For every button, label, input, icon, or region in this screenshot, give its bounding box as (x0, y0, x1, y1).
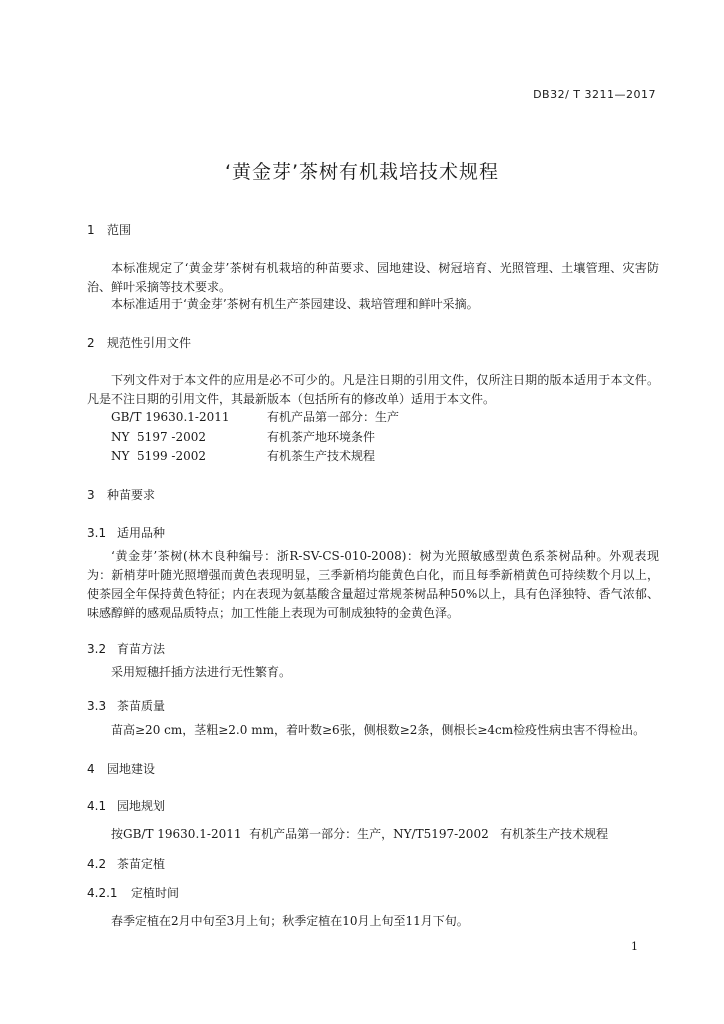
section-number: 3.2 (87, 642, 107, 656)
section-title: 定植时间 (131, 886, 180, 900)
section-title: 园地建设 (107, 762, 156, 776)
section-number: 4.2.1 (87, 886, 118, 900)
document-title: ‘黄金芽’茶树有机栽培技术规程 (224, 161, 500, 183)
section-title: 茶苗定植 (117, 857, 166, 871)
subsection-4-1-heading (87, 797, 165, 814)
section-number: 4.1 (87, 799, 107, 813)
reference-code: GB/T 19630.1-2011 (111, 410, 230, 424)
subsection-3-2-heading (87, 640, 165, 657)
reference-code: NY 5197 -2002 (111, 430, 206, 444)
reference-code: NY 5199 -2002 (111, 449, 206, 463)
section-2-heading (87, 334, 191, 351)
section-1-heading (87, 221, 131, 238)
section-number: 4 (87, 762, 95, 776)
section-title: 茶苗质量 (117, 699, 166, 713)
section-number: 3.3 (87, 699, 107, 713)
document-number: DB32/ T 3211—2017 (533, 88, 656, 101)
reference-name: 有机茶产地环境条件 (267, 430, 376, 444)
section-2-paragraph-1: 下列文件对于本文件的应用是必不可少的。凡是注日期的引用文件，仅所注日期的版本适用于本文件。凡是不注日期的引用文件，其最新版本（包括所有的修改单）适用于本文件。 (87, 373, 659, 406)
reference-item (111, 428, 375, 445)
subsection-4-2-heading (87, 855, 165, 872)
section-1-paragraph-2: 本标准适用于‘黄金芽’茶树有机生产茶园建设、栽培管理和鲜叶采摘。 (111, 297, 479, 311)
subsection-4-2-1-heading (87, 884, 179, 901)
section-number: 3.1 (87, 526, 107, 540)
section-title: 种苗要求 (107, 488, 156, 502)
subsection-3-1-paragraph: ‘黄金芽’茶树(林木良种编号：浙R-SV-CS-010-2008)：树为光照敏感型黄色系茶树品种。外观表现为：新梢芽叶随光照增强而黄色表现明显，三季新梢均能黄色白化，而且每季新梢黄色可持续数个月以上，使茶园全年保持黄色特征；内在表现为氨基酸含量超过常规茶树品种50%以上，具有色泽独特、香气浓郁、味感醇鲜的感观品质特点；加工性能上表现为可制成独特的金黄色泽。 (87, 549, 659, 620)
section-4-heading (87, 760, 155, 777)
section-title: 适用品种 (117, 526, 166, 540)
section-3-heading (87, 486, 155, 503)
subsection-3-3-paragraph: 苗高≥20 cm，茎粗≥2.0 mm，着叶数≥6张，侧根数≥2条，侧根长≥4cm检疫性病虫害不得检出。 (111, 723, 646, 737)
reference-name: 有机产品第一部分：生产 (267, 410, 400, 424)
subsection-3-3-heading (87, 697, 165, 714)
reference-name: 有机茶生产技术规程 (267, 449, 376, 463)
subsection-4-1-paragraph: 按GB/T 19630.1-2011 有机产品第一部分：生产，NY/T5197-2002 有机茶生产技术规程 (111, 827, 609, 841)
section-number: 3 (87, 488, 95, 502)
section-title: 育苗方法 (117, 642, 166, 656)
page-number: 1 (631, 940, 638, 953)
reference-item (111, 447, 375, 464)
subsection-3-1-heading (87, 524, 165, 541)
reference-item (111, 408, 399, 425)
section-number: 1 (87, 223, 95, 237)
section-title: 园地规划 (117, 799, 166, 813)
section-number: 2 (87, 336, 95, 350)
section-title: 规范性引用文件 (107, 336, 192, 350)
subsection-4-2-1-paragraph: 春季定植在2月中旬至3月上旬；秋季定植在10月上旬至11月下旬。 (111, 914, 469, 928)
section-1-paragraph-1: 本标准规定了‘黄金芽’茶树有机栽培的种苗要求、园地建设、树冠培育、光照管理、土壤管理、灾害防治、鲜叶采摘等技术要求。 (87, 261, 659, 294)
section-number: 4.2 (87, 857, 107, 871)
section-title: 范围 (107, 223, 132, 237)
subsection-3-2-paragraph: 采用短穗扦插方法进行无性繁育。 (111, 665, 292, 679)
